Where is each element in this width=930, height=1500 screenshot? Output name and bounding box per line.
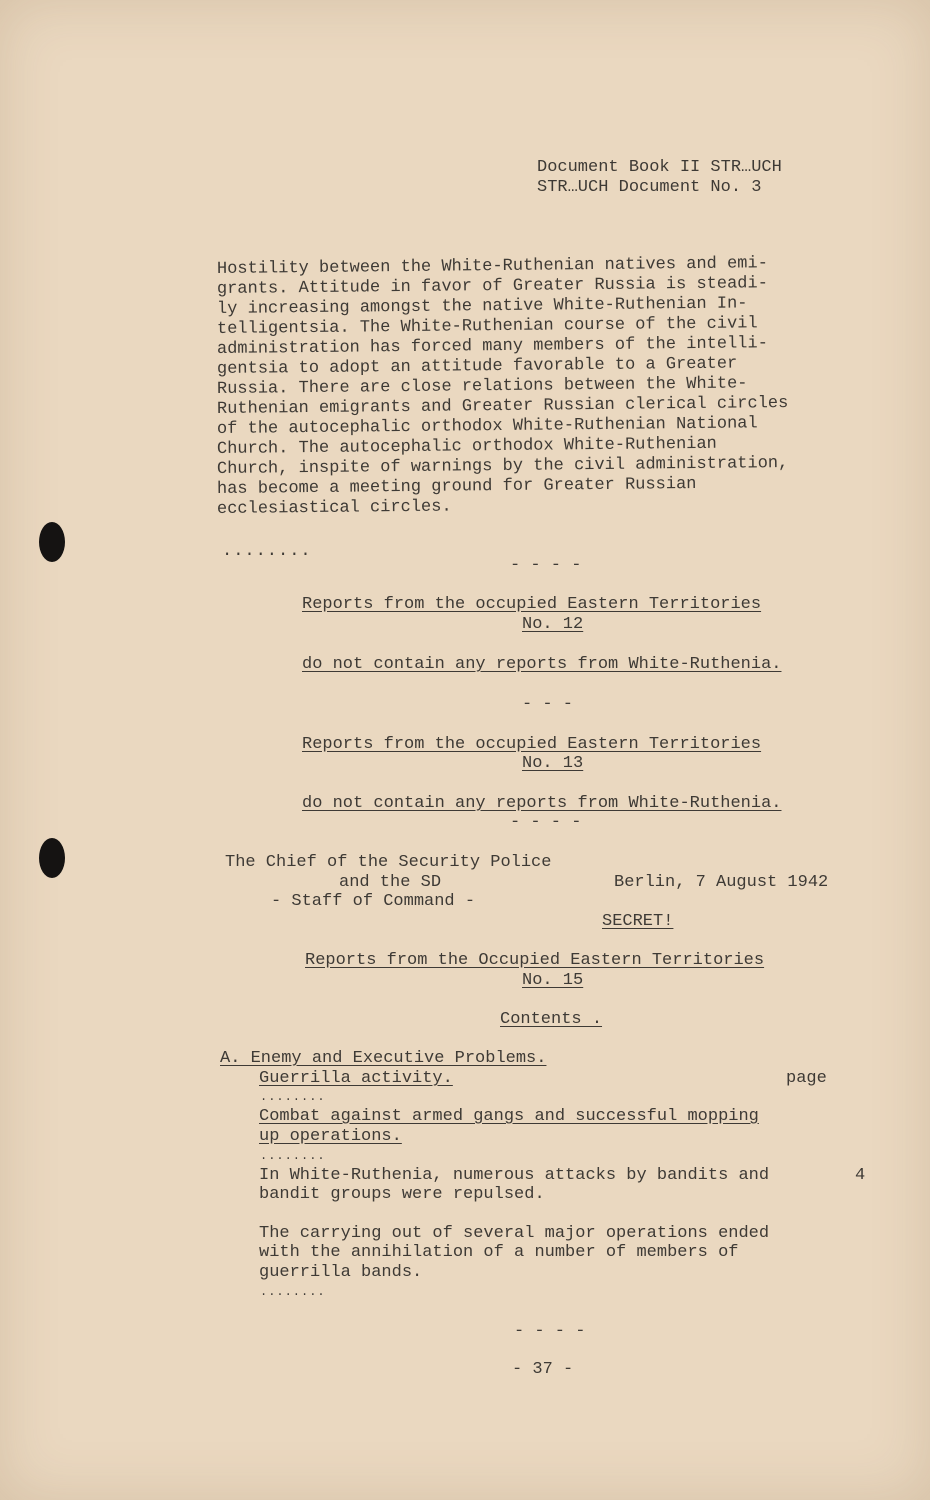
header-document-book: Document Book II STR…UCH (537, 158, 782, 177)
report-15-number: No. 15 (522, 971, 584, 990)
intro-line: Russia. There are close relations between the White- (216, 374, 748, 399)
report-15-title: Reports from the Occupied Eastern Territories (305, 951, 765, 970)
omission-dots: ........ (260, 1090, 326, 1104)
toc-entry-line: guerrilla bands. (259, 1263, 423, 1282)
omission-dots: ........ (260, 1149, 326, 1163)
contents-heading: Contents . (500, 1010, 603, 1029)
separator-dashes: - - - (522, 695, 574, 714)
toc-entry-line: The carrying out of several major operations ended (259, 1224, 770, 1243)
intro-line: administration has forced many members of the intelli- (216, 334, 768, 359)
header-document-number: STR…UCH Document No. 3 (537, 178, 762, 197)
intro-line: gentsia to adopt an attitude favorable to a Greater (216, 354, 738, 379)
sender-line: - Staff of Command - (271, 892, 476, 911)
separator-dashes: - - - - (510, 556, 582, 575)
toc-page-label: page (786, 1069, 827, 1088)
toc-entry-page: 4 (855, 1166, 866, 1185)
report-13-title: Reports from the occupied Eastern Territories (302, 735, 762, 754)
separator-dashes: - - - - (510, 813, 582, 832)
intro-line: telligentsia. The White-Ruthenian course of the civil (216, 314, 758, 339)
intro-line: Church. The autocephalic orthodox White-Ruthenian (216, 434, 717, 459)
toc-subsection: Guerrilla activity. (259, 1069, 453, 1088)
intro-line: ly increasing amongst the native White-Ruthenian In- (216, 294, 748, 319)
page-number: - 37 - (512, 1360, 574, 1379)
report-12-note: do not contain any reports from White-Ruthenia. (302, 655, 782, 674)
toc-entry-line: bandit groups were repulsed. (259, 1185, 545, 1204)
report-12-title: Reports from the occupied Eastern Territories (302, 595, 762, 614)
omission-dots: ........ (260, 1285, 326, 1299)
classification-secret: SECRET! (602, 912, 674, 931)
intro-line: grants. Attitude in favor of Greater Russia is steadi- (216, 274, 768, 299)
separator-dashes: - - - - (514, 1322, 586, 1341)
intro-line: Ruthenian emigrants and Greater Russian clerical circles (216, 394, 789, 419)
toc-topic-line: Combat against armed gangs and successful mopping (259, 1107, 759, 1126)
sender-line: The Chief of the Security Police (225, 853, 552, 872)
intro-line: Church, inspite of warnings by the civil administration, (216, 454, 789, 479)
toc-entry-line: In White-Ruthenia, numerous attacks by bandits and (259, 1166, 770, 1185)
report-13-number: No. 13 (522, 754, 584, 773)
intro-line: of the autocephalic orthodox White-Ruthenian National (216, 414, 758, 439)
report-13-note: do not contain any reports from White-Ruthenia. (302, 794, 782, 813)
report-12-number: No. 12 (522, 615, 584, 634)
omission-dots: ........ (222, 542, 312, 561)
sender-line: and the SD (339, 873, 442, 892)
toc-topic-line: up operations. (259, 1127, 402, 1146)
intro-line: Hostility between the White-Ruthenian natives and emi- (216, 254, 768, 279)
toc-section-a: A. Enemy and Executive Problems. (220, 1049, 547, 1068)
dateline: Berlin, 7 August 1942 (614, 873, 829, 892)
intro-line: ecclesiastical circles. (216, 497, 452, 519)
punch-hole-bottom (39, 838, 65, 878)
intro-line: has become a meeting ground for Greater Russian (216, 474, 697, 499)
toc-entry-line: with the annihilation of a number of members of (259, 1243, 739, 1262)
punch-hole-top (39, 522, 65, 562)
